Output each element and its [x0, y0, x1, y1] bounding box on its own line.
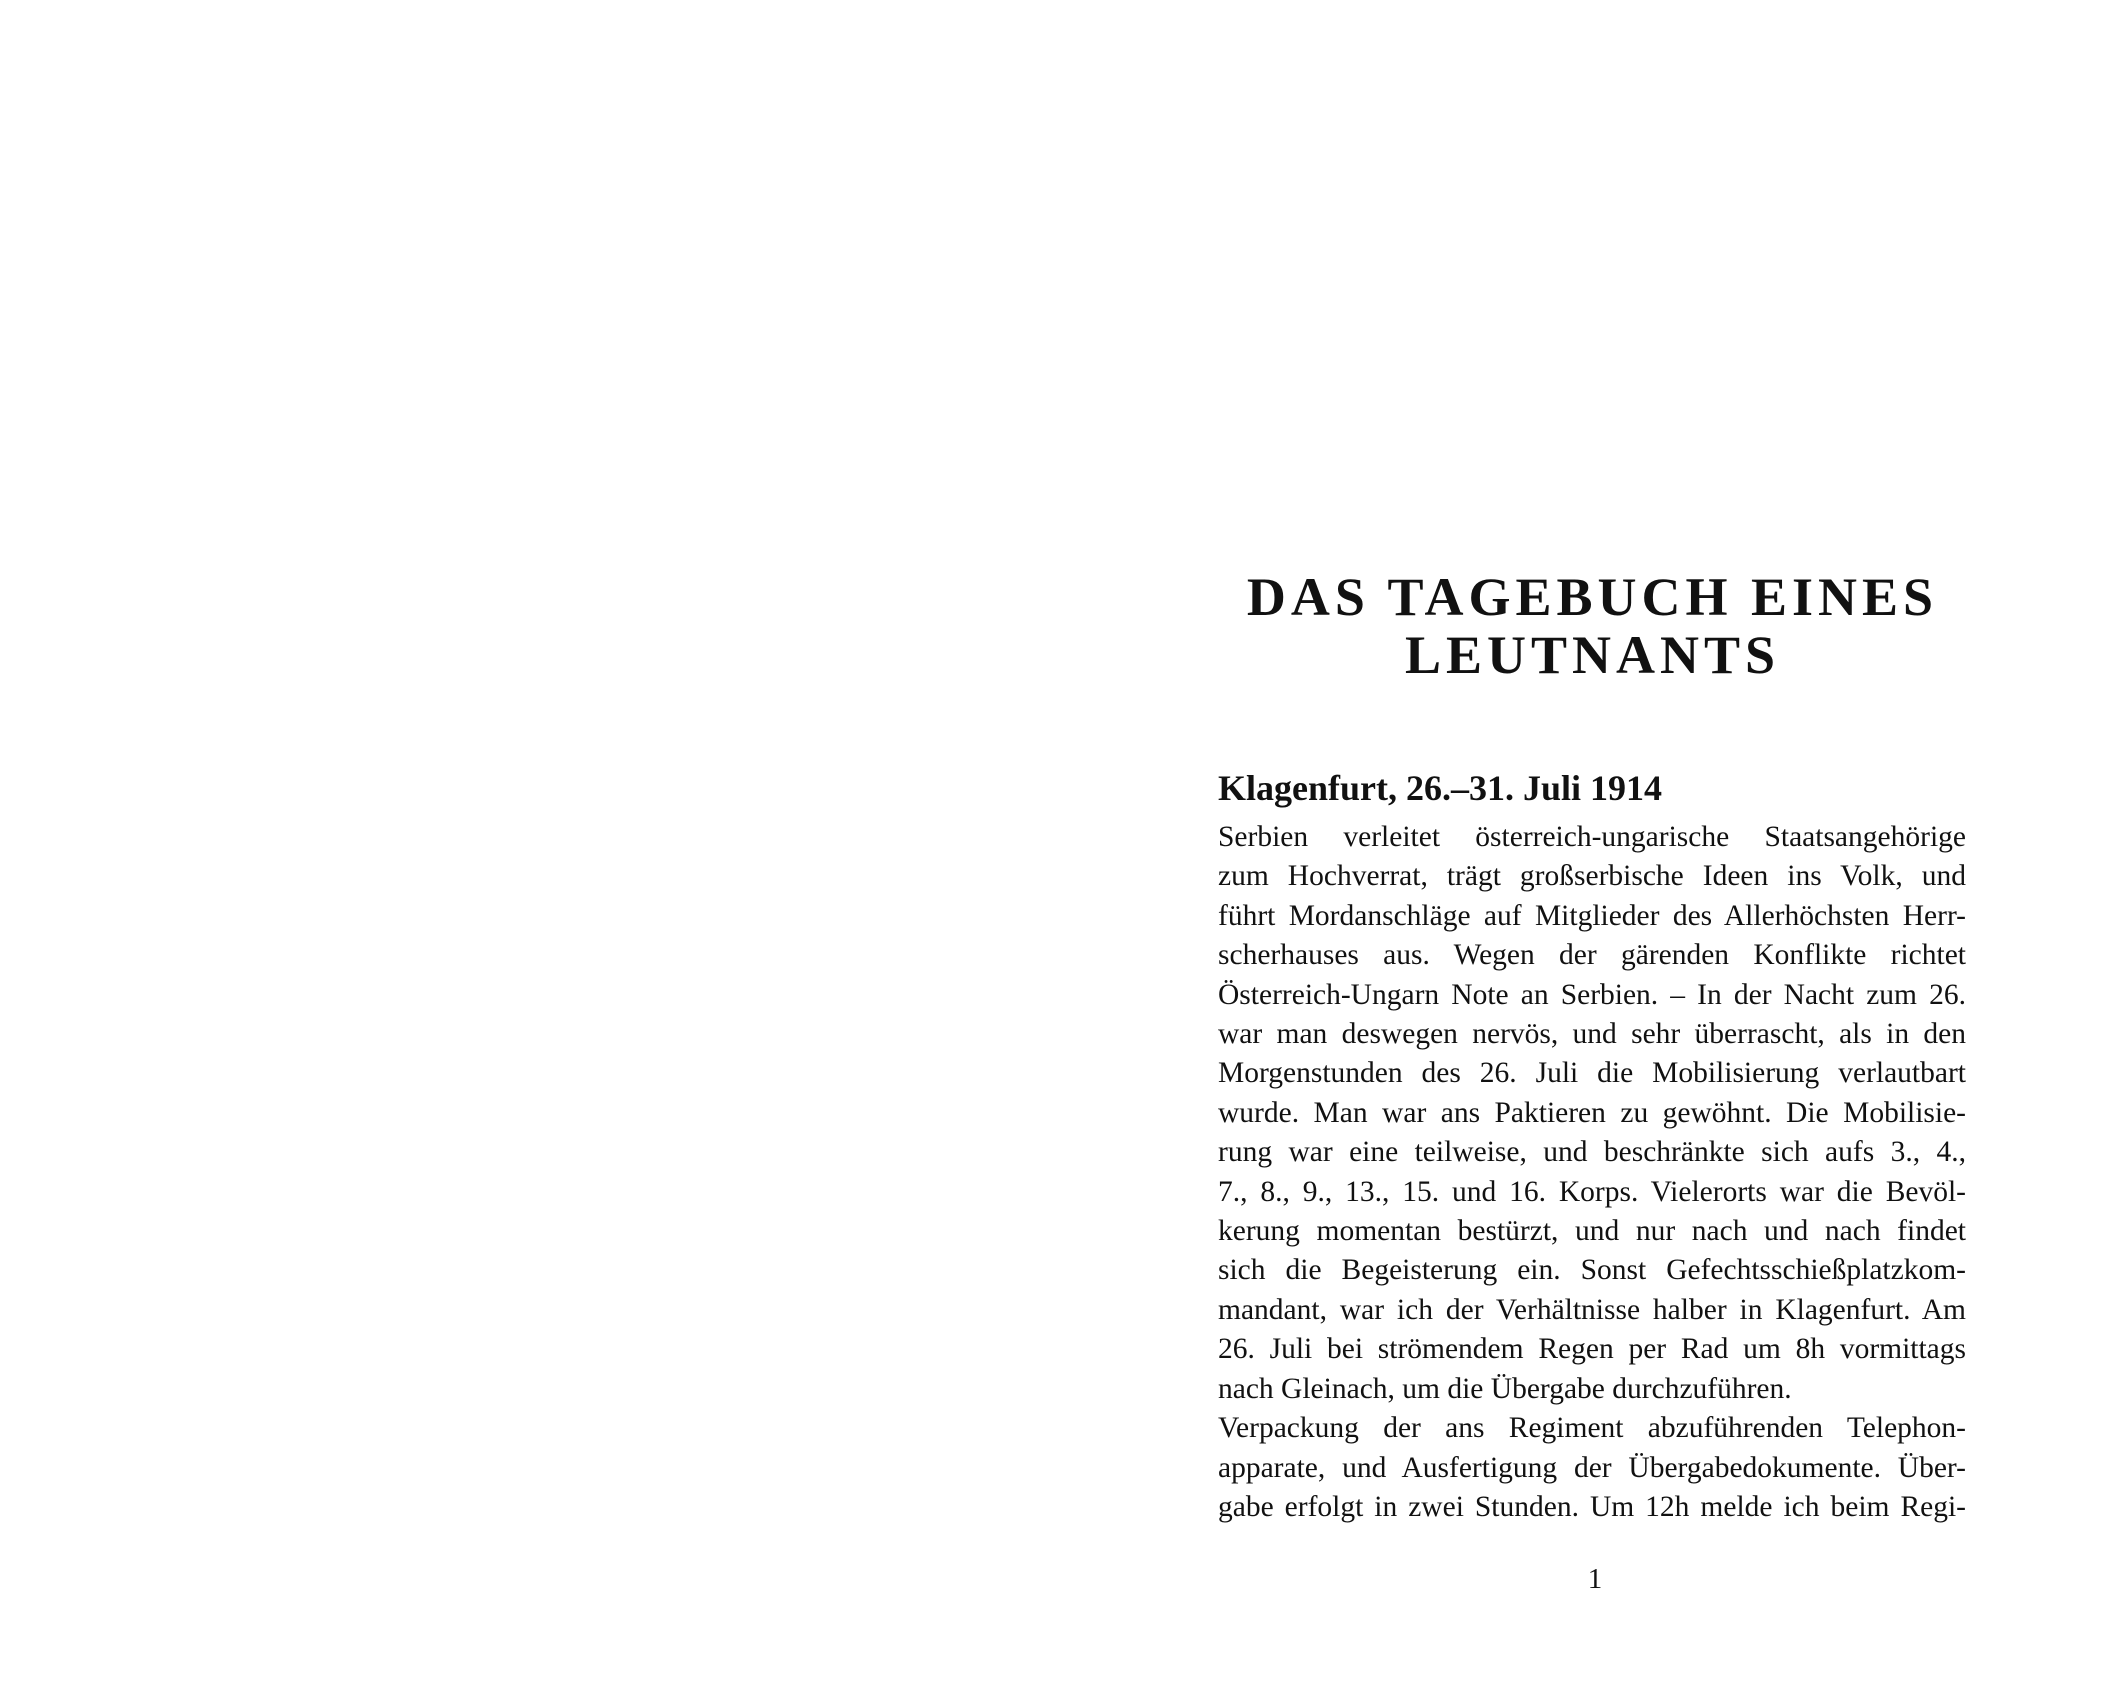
chapter-title: [1215, 568, 1970, 684]
text-line: 7., 8., 9., 13., 15. und 16. Korps. Vielerorts war die Bevöl-: [1218, 1175, 1966, 1208]
chapter-title-line: DAS TAGEBUCH EINES: [1246, 567, 1939, 627]
text-line: rung war eine teilweise, und beschränkte sich aufs 3., 4.,: [1218, 1136, 1966, 1169]
text-line: nach Gleinach, um die Übergabe durchzuführen.: [1218, 1372, 1792, 1405]
entry-heading: Klagenfurt, 26.–31. Juli 1914: [1218, 768, 1663, 808]
text-line: zum Hochverrat, trägt großserbische Ideen ins Volk, und: [1218, 860, 1966, 893]
text-line: 26. Juli bei strömendem Regen per Rad um 8h vormittags: [1218, 1333, 1966, 1366]
text-line: gabe erfolgt in zwei Stunden. Um 12h melde ich beim Regi-: [1218, 1490, 1966, 1523]
text-line: Morgenstunden des 26. Juli die Mobilisierung verlautbart: [1218, 1057, 1966, 1090]
text-line: wurde. Man war ans Paktieren zu gewöhnt. Die Mobilisie-: [1218, 1096, 1966, 1129]
text-line: sich die Begeisterung ein. Sonst Gefechtsschießplatzkom-: [1218, 1254, 1966, 1287]
chapter-title-line: LEUTNANTS: [1404, 625, 1781, 685]
text-line: kerung momentan bestürzt, und nur nach und nach findet: [1218, 1215, 1966, 1248]
text-line: mandant, war ich der Verhältnisse halber in Klagenfurt. Am: [1218, 1293, 1966, 1326]
text-line: war man deswegen nervös, und sehr überrascht, als in den: [1218, 1018, 1966, 1051]
text-line: Österreich-Ungarn Note an Serbien. – In der Nacht zum 26.: [1218, 978, 1966, 1011]
text-line: Serbien verleitet österreich-ungarische Staatsangehörige: [1218, 821, 1966, 853]
text-line: führt Mordanschläge auf Mitglieder des Allerhöchsten Herr-: [1218, 899, 1966, 932]
text-line: apparate, und Ausfertigung der Übergabedokumente. Über-: [1218, 1451, 1966, 1484]
entry-body: [1218, 818, 1966, 1527]
text-line: scherhauses aus. Wegen der gärenden Konflikte richtet: [1218, 939, 1966, 972]
page-number: 1: [1587, 1563, 1603, 1595]
text-line: Verpackung der ans Regiment abzuführenden Telephon-: [1218, 1412, 1966, 1445]
